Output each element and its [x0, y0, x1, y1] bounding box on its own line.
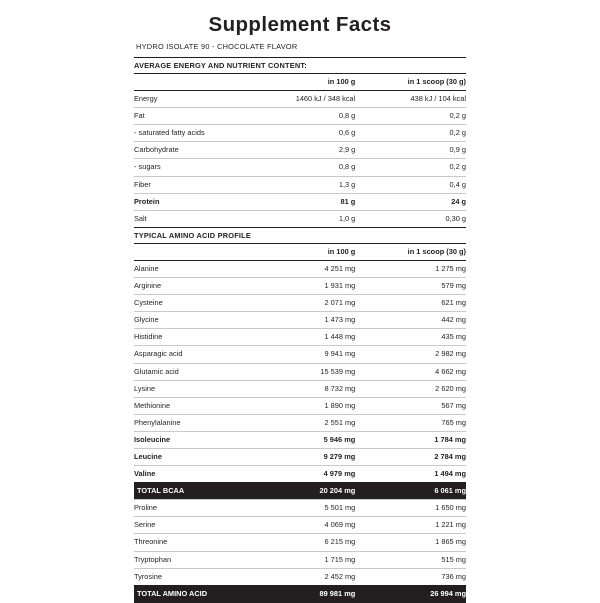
- row-value-scoop: 621 mg: [355, 295, 466, 312]
- row-label: Lysine: [134, 380, 245, 397]
- row-value-100g: 81 g: [245, 193, 356, 210]
- row-label: Arginine: [134, 278, 245, 295]
- row-value-100g: 6 215 mg: [245, 534, 356, 551]
- row-value-scoop: 442 mg: [355, 312, 466, 329]
- row-value-100g: 2 551 mg: [245, 414, 356, 431]
- row-value-100g: 1 715 mg: [245, 551, 356, 568]
- product-subtitle: HYDRO ISOLATE 90 - CHOCOLATE FLAVOR: [136, 42, 298, 51]
- page-title: Supplement Facts: [208, 13, 392, 36]
- row-value-100g: 2 071 mg: [245, 295, 356, 312]
- row-label: Phenylalanine: [134, 414, 245, 431]
- row-value-100g: 20 204 mg: [245, 483, 356, 500]
- row-value-scoop: 1 650 mg: [355, 500, 466, 517]
- row-value-scoop: 736 mg: [355, 568, 466, 585]
- row-label: Valine: [134, 466, 245, 483]
- row-value-100g: 4 251 mg: [245, 260, 356, 277]
- row-value-100g: 4 069 mg: [245, 517, 356, 534]
- table-row: [134, 159, 466, 176]
- table-row: [134, 260, 466, 277]
- row-label: Isoleucine: [134, 431, 245, 448]
- row-label: Tryptophan: [134, 551, 245, 568]
- table-row: [134, 295, 466, 312]
- column-header-row-amino: [134, 243, 466, 260]
- table-row: [134, 517, 466, 534]
- section-heading-nutrient: [134, 58, 466, 74]
- row-value-scoop: 26 994 mg: [355, 585, 466, 602]
- column-header-per-scoop: in 1 scoop (30 g): [355, 243, 466, 260]
- row-label: Threonine: [134, 534, 245, 551]
- table-row: [134, 312, 466, 329]
- table-row: [134, 397, 466, 414]
- row-label: Energy: [134, 91, 245, 108]
- table-row: [134, 448, 466, 465]
- row-value-100g: 1 448 mg: [245, 329, 356, 346]
- table-row: [134, 466, 466, 483]
- table-row: [134, 108, 466, 125]
- row-value-100g: 0,8 g: [245, 108, 356, 125]
- row-value-scoop: 1 494 mg: [355, 466, 466, 483]
- section-heading-label: TYPICAL AMINO ACID PROFILE: [134, 227, 466, 243]
- row-label: Proline: [134, 500, 245, 517]
- row-label: Fat: [134, 108, 245, 125]
- row-label: Glycine: [134, 312, 245, 329]
- supplement-facts-panel: [134, 0, 466, 603]
- row-value-100g: 0,6 g: [245, 125, 356, 142]
- row-label: - sugars: [134, 159, 245, 176]
- row-value-scoop: 579 mg: [355, 278, 466, 295]
- row-label: Glutamic acid: [134, 363, 245, 380]
- section-heading-amino: [134, 227, 466, 243]
- row-value-100g: 15 539 mg: [245, 363, 356, 380]
- table-row: [134, 278, 466, 295]
- row-label: - saturated fatty acids: [134, 125, 245, 142]
- row-value-scoop: 0,4 g: [355, 176, 466, 193]
- row-value-scoop: 0,30 g: [355, 210, 466, 227]
- row-value-scoop: 0,9 g: [355, 142, 466, 159]
- row-value-scoop: 765 mg: [355, 414, 466, 431]
- row-value-100g: 1460 kJ / 348 kcal: [245, 91, 356, 108]
- column-header-per-scoop: in 1 scoop (30 g): [355, 74, 466, 91]
- section-heading-label: AVERAGE ENERGY AND NUTRIENT CONTENT:: [134, 58, 466, 74]
- row-value-scoop: 567 mg: [355, 397, 466, 414]
- row-label: TOTAL AMINO ACID: [134, 585, 245, 602]
- table-row: [134, 568, 466, 585]
- row-value-scoop: 0,2 g: [355, 159, 466, 176]
- column-header-per-100g: in 100 g: [245, 74, 356, 91]
- row-label: Tyrosine: [134, 568, 245, 585]
- row-label: TOTAL BCAA: [134, 483, 245, 500]
- row-value-100g: 2 452 mg: [245, 568, 356, 585]
- table-row: [134, 91, 466, 108]
- row-value-scoop: 1 275 mg: [355, 260, 466, 277]
- nutrition-table-body: [134, 58, 466, 603]
- row-value-100g: 89 981 mg: [245, 585, 356, 602]
- row-value-100g: 9 279 mg: [245, 448, 356, 465]
- row-label: Histidine: [134, 329, 245, 346]
- table-row: [134, 125, 466, 142]
- row-value-100g: 1 473 mg: [245, 312, 356, 329]
- row-label: Leucine: [134, 448, 245, 465]
- row-value-100g: 1 890 mg: [245, 397, 356, 414]
- column-header-per-100g: in 100 g: [245, 243, 356, 260]
- row-value-scoop: 2 784 mg: [355, 448, 466, 465]
- row-label: Serine: [134, 517, 245, 534]
- table-row: [134, 363, 466, 380]
- table-row: [134, 380, 466, 397]
- table-row: [134, 329, 466, 346]
- row-value-100g: 8 732 mg: [245, 380, 356, 397]
- row-value-scoop: 2 982 mg: [355, 346, 466, 363]
- row-label: Alanine: [134, 260, 245, 277]
- table-row: [134, 500, 466, 517]
- total-row-bcaa: [134, 483, 466, 500]
- table-row: [134, 346, 466, 363]
- row-value-scoop: 0,2 g: [355, 125, 466, 142]
- column-header-blank: [134, 243, 245, 260]
- table-row: [134, 193, 466, 210]
- row-value-100g: 1,0 g: [245, 210, 356, 227]
- row-label: Salt: [134, 210, 245, 227]
- row-value-scoop: 4 662 mg: [355, 363, 466, 380]
- row-value-scoop: 435 mg: [355, 329, 466, 346]
- row-value-scoop: 438 kJ / 104 kcal: [355, 91, 466, 108]
- row-value-100g: 5 501 mg: [245, 500, 356, 517]
- column-header-row-nutrient: [134, 74, 466, 91]
- row-value-100g: 0,8 g: [245, 159, 356, 176]
- row-value-scoop: 1 865 mg: [355, 534, 466, 551]
- table-row: [134, 142, 466, 159]
- row-value-scoop: 0,2 g: [355, 108, 466, 125]
- row-value-scoop: 24 g: [355, 193, 466, 210]
- nutrition-table: [134, 57, 466, 603]
- table-row: [134, 176, 466, 193]
- table-row: [134, 551, 466, 568]
- row-value-100g: 1 931 mg: [245, 278, 356, 295]
- row-label: Protein: [134, 193, 245, 210]
- table-row: [134, 414, 466, 431]
- row-value-100g: 4 979 mg: [245, 466, 356, 483]
- row-label: Asparagic acid: [134, 346, 245, 363]
- row-value-scoop: 6 061 mg: [355, 483, 466, 500]
- table-row: [134, 210, 466, 227]
- row-label: Methionine: [134, 397, 245, 414]
- row-label: Cysteine: [134, 295, 245, 312]
- row-value-scoop: 1 221 mg: [355, 517, 466, 534]
- row-label: Carbohydrate: [134, 142, 245, 159]
- row-label: Fiber: [134, 176, 245, 193]
- row-value-100g: 1,3 g: [245, 176, 356, 193]
- row-value-scoop: 1 784 mg: [355, 431, 466, 448]
- column-header-blank: [134, 74, 245, 91]
- table-row: [134, 431, 466, 448]
- row-value-100g: 9 941 mg: [245, 346, 356, 363]
- table-row: [134, 534, 466, 551]
- row-value-100g: 5 946 mg: [245, 431, 356, 448]
- row-value-100g: 2,9 g: [245, 142, 356, 159]
- row-value-scoop: 2 620 mg: [355, 380, 466, 397]
- row-value-scoop: 515 mg: [355, 551, 466, 568]
